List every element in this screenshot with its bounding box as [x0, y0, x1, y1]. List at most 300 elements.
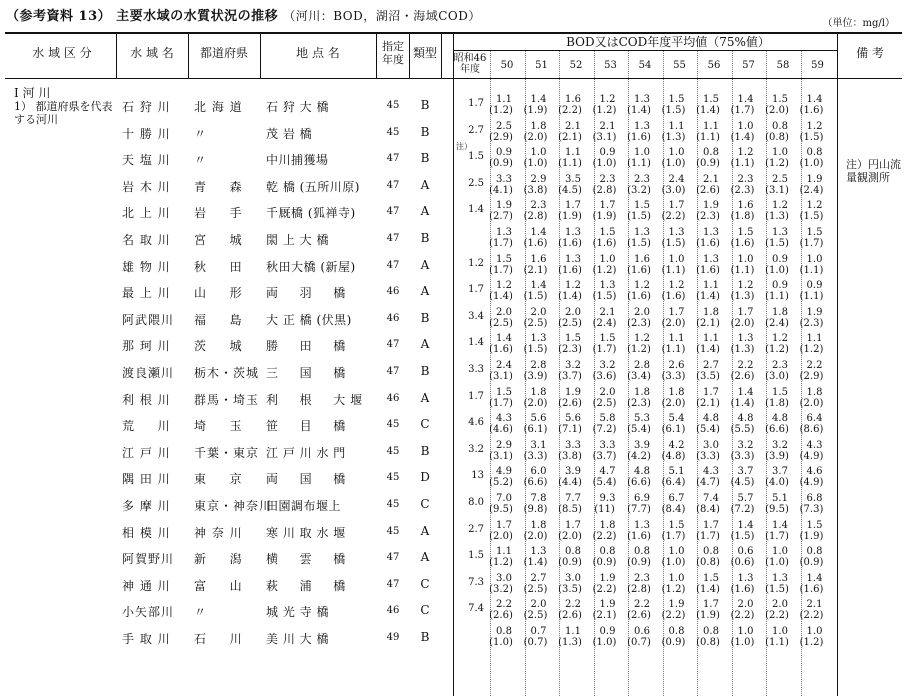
p75-value: (2.1) [523, 264, 548, 276]
designated-year: 49 [386, 632, 400, 643]
prefecture: 富 山 [194, 578, 243, 593]
p75-value: (3.1) [489, 371, 513, 382]
annual-mean: 1.0 [668, 253, 685, 265]
annual-mean: 2.1 [599, 120, 616, 132]
p75-value: (4.2) [627, 450, 651, 462]
p75-value: (0.6) [730, 557, 755, 569]
annual-mean: 1.5 [496, 253, 512, 265]
title-sub: （河川：BOD，湖沼・海域COD） [283, 9, 481, 23]
annual-mean: 0.9 [496, 147, 512, 159]
annual-mean: 1.0 [599, 253, 616, 265]
annual-mean: 1.6 [737, 200, 754, 212]
p75-value: (1.1) [730, 158, 755, 170]
annual-mean: 1.5 [668, 519, 685, 531]
location-name: 寒 川 取 水 堰 [266, 525, 346, 540]
p75-value: (1.5) [627, 238, 651, 249]
p75-value: (3.6) [592, 371, 617, 382]
p75-value: (3.5) [558, 583, 582, 595]
p75-value: (2.4) [765, 317, 789, 329]
col-sep [409, 32, 410, 78]
col-sep [188, 32, 189, 78]
annual-mean: 1.3 [565, 227, 581, 238]
p75-value: (2.4) [799, 184, 824, 196]
annual-mean: 0.8 [565, 546, 581, 558]
base-year-value: 3.3 [468, 364, 484, 375]
p75-value: (1.2) [592, 264, 617, 276]
p75-value: (1.9) [592, 211, 617, 223]
p75-value: (1.2) [627, 344, 651, 356]
col-sep [837, 32, 838, 696]
p75-value: (7.2) [730, 504, 755, 515]
p75-value: (2.1) [558, 131, 582, 143]
p75-value: (2.3) [558, 344, 582, 356]
location-name: 石 狩 大 橋 [266, 100, 329, 114]
annual-mean: 0.6 [737, 546, 754, 558]
annual-mean: 1.1 [496, 546, 512, 558]
annual-mean: 7.4 [703, 493, 719, 504]
annual-mean: 0.8 [496, 626, 512, 637]
p75-value: (2.7) [489, 211, 513, 223]
type-class: B [420, 98, 430, 112]
p75-value: (4.4) [558, 477, 582, 489]
p75-value: (1.6) [799, 105, 824, 116]
annual-mean: 6.8 [806, 493, 823, 504]
annual-mean: 2.3 [772, 360, 788, 371]
annual-mean: 1.3 [565, 253, 581, 265]
p75-value: (1.1) [799, 264, 824, 276]
p75-value: (2.2) [661, 211, 686, 223]
p75-value: (2.3) [730, 184, 755, 196]
p75-value: (1.3) [730, 344, 755, 356]
annual-mean: 1.5 [806, 227, 823, 238]
annual-mean: 1.9 [565, 386, 581, 398]
water-name: 多 摩 川 [122, 499, 171, 513]
annual-mean: 2.7 [530, 572, 547, 584]
annual-mean: 1.2 [806, 200, 823, 212]
location-name: 大 正 橋 (伏黒) [266, 312, 352, 327]
prefecture: 山 形 [194, 286, 243, 301]
p75-value: (1.6) [627, 131, 651, 143]
p75-value: (1.5) [661, 238, 686, 249]
annual-mean: 4.8 [703, 413, 719, 425]
designated-year: 45 [386, 126, 400, 138]
p75-value: (9.8) [523, 504, 548, 515]
p75-value: (1.4) [523, 557, 548, 569]
type-class: A [420, 337, 430, 352]
annual-mean: 2.3 [599, 173, 616, 185]
p75-value: (1.1) [730, 264, 755, 276]
p75-value: (0.8) [696, 637, 720, 648]
annual-mean: 0.8 [599, 546, 616, 558]
annual-mean: 1.2 [634, 280, 650, 292]
p75-value: (1.6) [730, 238, 755, 249]
p75-value: (1.7) [489, 238, 513, 249]
designated-year: 46 [386, 605, 400, 617]
annual-mean: 3.9 [565, 466, 581, 478]
designated-year: 47 [386, 259, 400, 271]
p75-value: (4.5) [730, 477, 755, 489]
type-class: D [420, 470, 430, 485]
p75-value: (3.1) [592, 131, 617, 143]
water-name: 天 塩 川 [122, 153, 171, 168]
p75-value: (1.7) [765, 530, 789, 542]
p75-value: (3.2) [489, 583, 513, 595]
p75-value: (3.7) [592, 450, 617, 462]
p75-value: (4.0) [765, 477, 789, 489]
type-class: B [420, 364, 430, 378]
prefecture: 青 森 [194, 179, 243, 194]
p75-value: (0.8) [696, 557, 720, 569]
type-class: B [420, 443, 430, 458]
annual-mean: 4.3 [496, 413, 512, 425]
annual-mean: 1.8 [772, 306, 788, 318]
p75-value: (2.2) [730, 610, 755, 622]
p75-value: (3.3) [696, 450, 720, 462]
annual-mean: 1.2 [565, 280, 581, 292]
annual-mean: 4.7 [599, 466, 616, 478]
col-sep [441, 32, 442, 78]
p75-value: (1.4) [489, 291, 513, 303]
annual-mean: 2.8 [530, 360, 547, 371]
location-name: 萩 浦 橋 [266, 578, 346, 593]
water-name: 神 通 川 [122, 578, 171, 593]
annual-mean: 1.3 [634, 519, 650, 531]
p75-value: (11) [594, 504, 615, 515]
annual-mean: 1.2 [496, 280, 512, 292]
annual-mean: 1.9 [806, 306, 823, 318]
p75-value: (1.0) [799, 158, 824, 170]
water-name: 江 戸 川 [122, 445, 171, 460]
annual-mean: 1.6 [530, 253, 547, 265]
annual-mean: 2.9 [496, 439, 512, 451]
header-year-54: 54 [638, 60, 652, 71]
annual-mean: 1.8 [530, 120, 547, 132]
header-year-52: 52 [569, 60, 583, 71]
annual-mean: 2.8 [634, 360, 650, 371]
p75-value: (2.0) [523, 397, 548, 409]
p75-value: (1.0) [730, 637, 755, 648]
prefecture: 新 潟 [194, 552, 243, 567]
annual-mean: 1.7 [703, 519, 719, 531]
p75-value: (2.6) [696, 184, 720, 196]
p75-value: (9.5) [489, 504, 513, 515]
annual-mean: 1.0 [772, 626, 788, 637]
annual-mean: 2.0 [772, 599, 788, 611]
col-sep [116, 32, 117, 78]
p75-value: (3.3) [730, 450, 755, 462]
p75-value: (1.6) [627, 530, 651, 542]
annual-mean: 1.4 [530, 94, 547, 105]
annual-mean: 0.8 [806, 147, 823, 159]
p75-value: (1.9) [799, 530, 824, 542]
annual-mean: 1.0 [806, 253, 823, 265]
type-class: A [420, 284, 430, 299]
annual-mean: 2.2 [565, 599, 581, 611]
annual-mean: 3.0 [703, 439, 719, 451]
annual-mean: 1.9 [496, 200, 512, 212]
p75-value: (1.2) [765, 344, 789, 356]
location-name: 乾 橋 (五所川原) [266, 179, 360, 194]
header-year-59: 59 [811, 60, 824, 71]
p75-value: (2.5) [523, 317, 548, 329]
annual-mean: 1.5 [565, 333, 581, 345]
annual-mean: 7.0 [496, 493, 512, 504]
annual-mean: 1.1 [806, 333, 823, 345]
water-name: 相 模 川 [122, 525, 171, 540]
annual-mean: 1.1 [703, 120, 719, 132]
prefecture: 〃 [194, 153, 208, 168]
annual-mean: 3.7 [737, 466, 754, 478]
header-year-53: 53 [604, 60, 617, 71]
water-name: 手 取 川 [122, 632, 171, 646]
annual-mean: 1.2 [737, 147, 754, 159]
p75-value: (0.7) [523, 637, 548, 648]
annual-mean: 1.5 [806, 519, 823, 531]
p75-value: (6.6) [627, 477, 651, 489]
annual-mean: 2.5 [496, 120, 512, 132]
p75-value: (1.6) [627, 264, 651, 276]
col-sep [260, 32, 261, 78]
p75-value: (1.7) [661, 530, 686, 542]
annual-mean: 4.2 [668, 439, 685, 451]
annual-mean: 4.9 [496, 466, 512, 478]
p75-value: (1.0) [765, 557, 789, 569]
annual-mean: 1.5 [634, 200, 650, 212]
header-water-name: 水 域 名 [130, 46, 174, 60]
annual-mean: 0.9 [772, 253, 788, 265]
annual-mean: 2.9 [530, 173, 547, 185]
designated-year: 47 [386, 206, 400, 218]
p75-value: (4.8) [661, 450, 686, 462]
annual-mean: 1.1 [668, 333, 685, 345]
annual-mean: 1.5 [496, 386, 512, 398]
annual-mean: 1.8 [703, 306, 719, 318]
p75-value: (1.2) [489, 105, 513, 116]
p75-value: (6.6) [765, 424, 789, 436]
designated-year: 46 [386, 392, 400, 404]
col-sep [376, 32, 377, 78]
annual-mean: 3.2 [599, 360, 616, 371]
p75-value: (1.4) [730, 397, 755, 409]
annual-mean: 1.3 [634, 94, 650, 105]
p75-value: (0.8) [765, 131, 789, 143]
prefecture: 群馬・埼玉 [194, 392, 260, 407]
prefecture: 栃木・茨城 [194, 366, 260, 380]
annual-mean: 1.9 [806, 173, 823, 185]
p75-value: (2.2) [592, 530, 617, 542]
annual-mean: 1.5 [772, 386, 788, 398]
p75-value: (1.2) [799, 344, 824, 356]
p75-value: (2.1) [696, 397, 720, 409]
type-class: B [420, 124, 430, 139]
p75-value: (2.5) [523, 583, 548, 595]
annual-mean: 1.0 [530, 147, 547, 159]
annual-mean: 4.3 [806, 439, 823, 451]
annual-mean: 1.2 [772, 333, 788, 345]
header-prefecture: 都道府県 [199, 46, 248, 60]
p75-value: (1.2) [765, 158, 789, 170]
p75-value: (3.8) [523, 184, 548, 196]
annual-mean: 3.3 [599, 439, 616, 451]
type-class: A [420, 257, 430, 272]
p75-value: (1.5) [765, 238, 789, 249]
annual-mean: 1.3 [634, 120, 650, 132]
designated-year: 45 [386, 419, 400, 431]
p75-value: (2.8) [523, 211, 548, 223]
p75-value: (2.5) [558, 317, 582, 329]
annual-mean: 2.3 [634, 572, 650, 584]
base-year-value: 2.7 [468, 523, 484, 535]
p75-value: (1.2) [592, 105, 617, 116]
remark-text: 注）円山流量観測所 [846, 158, 901, 184]
location-name: 笹 目 橋 [266, 419, 346, 434]
annual-mean: 0.8 [703, 546, 719, 558]
p75-value: (2.0) [661, 317, 686, 329]
designated-year: 47 [386, 339, 400, 351]
type-class: C [420, 576, 430, 591]
annual-mean: 1.8 [530, 519, 547, 531]
annual-mean: 3.3 [496, 173, 512, 185]
annual-mean: 2.4 [496, 360, 512, 371]
p75-value: (1.6) [558, 238, 582, 249]
annual-mean: 0.7 [530, 626, 547, 637]
p75-value: (2.4) [592, 317, 617, 329]
p75-value: (1.0) [661, 158, 686, 170]
annual-mean: 3.2 [772, 439, 788, 451]
p75-value: (1.7) [730, 105, 755, 116]
avg-title-rule [453, 50, 837, 51]
p75-value: (2.0) [661, 397, 686, 409]
base-year-value: 1.5 [468, 151, 484, 163]
p75-value: (1.9) [696, 610, 720, 622]
location-name: 両 国 橋 [266, 472, 346, 487]
location-name: 茂 岩 橋 [266, 126, 313, 141]
annual-mean: 1.4 [737, 519, 754, 531]
p75-value: (2.6) [627, 610, 651, 622]
annual-mean: 2.6 [668, 360, 685, 371]
p75-value: (0.9) [592, 557, 617, 569]
designated-year: 47 [386, 153, 400, 165]
p75-value: (1.1) [661, 344, 686, 356]
annual-mean: 1.7 [565, 519, 581, 531]
p75-value: (6.1) [661, 424, 686, 436]
header-location: 地 点 名 [296, 46, 340, 60]
annual-mean: 2.3 [530, 200, 547, 212]
p75-value: (3.7) [558, 371, 582, 382]
designated-year: 47 [386, 179, 400, 191]
water-name: 阿武隈川 [122, 312, 175, 327]
designated-year: 45 [386, 100, 400, 111]
water-name: 阿賀野川 [122, 552, 175, 567]
annual-mean: 2.5 [772, 173, 788, 185]
location-name: 中川捕獲場 [266, 153, 329, 168]
header-area-class: 水 域 区 分 [32, 46, 92, 60]
p75-value: (2.2) [558, 105, 582, 116]
p75-value: (1.1) [765, 637, 789, 648]
p75-value: (1.3) [558, 637, 582, 648]
annual-mean: 1.4 [806, 572, 823, 584]
p75-value: (1.1) [799, 291, 824, 303]
prefecture: 埼 玉 [194, 419, 243, 434]
water-name: 渡良瀬川 [122, 366, 175, 380]
annual-mean: 2.0 [634, 306, 650, 318]
annual-mean: 1.2 [737, 280, 754, 292]
p75-value: (1.0) [765, 264, 789, 276]
annual-mean: 1.9 [599, 599, 616, 611]
annual-mean: 1.0 [737, 120, 754, 132]
p75-value: (3.3) [661, 371, 686, 382]
p75-value: (1.6) [730, 583, 755, 595]
annual-mean: 3.2 [737, 439, 754, 451]
annual-mean: 2.1 [806, 599, 823, 611]
p75-value: (3.3) [523, 450, 548, 462]
annual-mean: 1.7 [668, 306, 685, 318]
p75-value: (3.1) [489, 450, 513, 462]
p75-value: (1.9) [558, 211, 582, 223]
p75-value: (2.0) [799, 397, 824, 409]
annual-mean: 3.9 [634, 439, 650, 451]
p75-value: (1.4) [558, 291, 582, 303]
p75-value: (0.9) [661, 637, 686, 648]
p75-value: (1.1) [696, 131, 720, 143]
annual-mean: 1.0 [668, 147, 685, 159]
p75-value: (0.9) [489, 158, 513, 170]
base-year-value: 3.4 [468, 310, 484, 322]
location-name: 勝 田 橋 [266, 339, 346, 354]
base-year-value: 7.4 [468, 603, 484, 615]
p75-value: (4.6) [489, 424, 513, 436]
annual-mean: 2.0 [530, 306, 547, 318]
p75-value: (2.2) [765, 610, 789, 622]
p75-value: (2.0) [523, 530, 548, 542]
p75-value: (7.2) [592, 424, 617, 436]
annual-mean: 1.2 [668, 280, 685, 292]
water-name: 小矢部川 [122, 605, 175, 620]
header-year-55: 55 [673, 60, 686, 71]
p75-value: (5.4) [627, 424, 651, 436]
p75-value: (4.5) [558, 184, 582, 196]
annual-mean: 2.1 [703, 173, 719, 185]
annual-mean: 1.0 [772, 546, 788, 558]
annual-mean: 1.1 [496, 94, 512, 105]
annual-mean: 1.9 [703, 200, 719, 212]
p75-value: (2.0) [489, 530, 513, 542]
annual-mean: 2.0 [737, 599, 754, 611]
designated-year: 46 [386, 312, 400, 324]
annual-mean: 1.8 [530, 386, 547, 398]
p75-value: (1.7) [489, 397, 513, 409]
p75-value: (2.3) [696, 211, 720, 223]
water-name: 十 勝 川 [122, 126, 171, 141]
annual-mean: 1.7 [668, 200, 685, 212]
p75-value: (1.7) [799, 238, 824, 249]
annual-mean: 3.5 [565, 173, 581, 185]
category-pref-rivers: 1） 都道府県を代表する河川 [14, 100, 113, 126]
water-name: 最 上 川 [122, 286, 171, 301]
p75-value: (2.8) [627, 583, 651, 595]
designated-year: 45 [386, 499, 400, 510]
annual-mean: 6.9 [634, 493, 650, 504]
annual-mean: 4.8 [737, 413, 754, 425]
annual-mean: 2.2 [806, 360, 823, 371]
annual-mean: 1.7 [599, 200, 616, 212]
base-year-value: 13 [471, 470, 484, 482]
p75-value: (1.9) [523, 105, 548, 116]
annual-mean: 1.5 [599, 227, 616, 238]
annual-mean: 1.3 [599, 280, 616, 292]
p75-value: (0.9) [558, 557, 582, 569]
annual-mean: 5.3 [634, 413, 650, 425]
